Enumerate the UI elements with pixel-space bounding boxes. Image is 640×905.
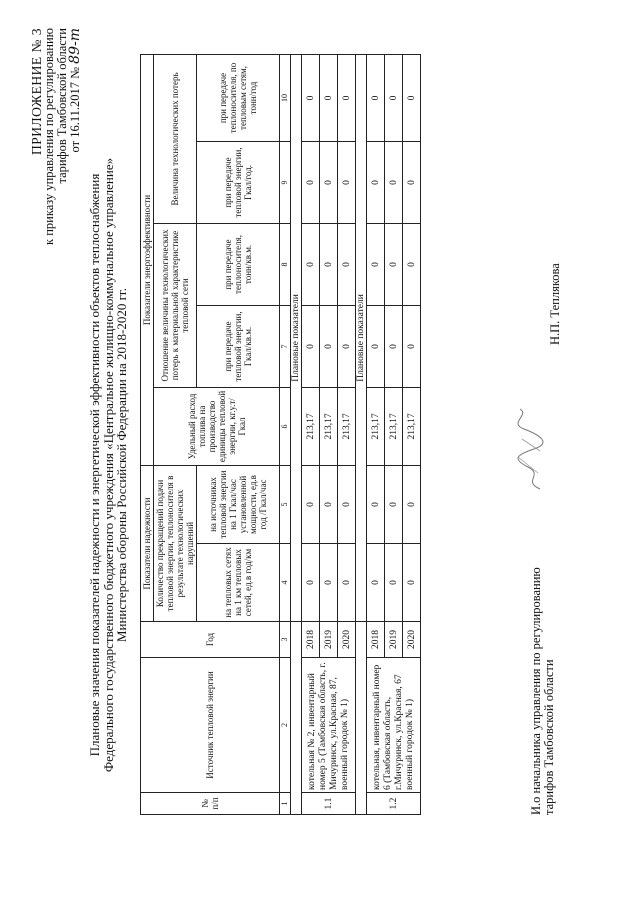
signatory-name: Н.П. Теплякова [548,263,562,345]
row-number: 1.1 [302,793,356,815]
header-ratio-energy: при передаче тепловой энергии, Гкал/кв.м. [197,305,280,387]
value-cell: 0 [367,223,385,305]
value-cell: 0 [320,54,338,141]
section-label: Плановые показатели [356,54,367,621]
value-cell: 0 [367,544,385,622]
value-cell: 213,17 [320,387,338,465]
header-interruptions: Количество прекращений подачи тепловой энергии, теплоносителя в результате технологических нарушений [154,465,197,621]
value-cell: 213,17 [367,387,385,465]
value-cell: 0 [367,54,385,141]
column-numbers-row [280,54,291,814]
column-number: 8 [280,223,291,305]
column-number: 3 [280,622,291,658]
value-cell: 0 [385,305,403,387]
value-cell: 213,17 [338,387,356,465]
column-number: 6 [280,387,291,465]
header-on-networks: на тепловых сетях на 1 км тепловых сетей, ед.в год/км [197,544,280,622]
value-cell: 0 [338,223,356,305]
value-cell: 0 [403,544,421,622]
section-label: Плановые показатели [291,54,302,621]
header-reliability: Показатели надежности [141,465,154,621]
year-cell: 2020 [403,622,421,658]
header-on-sources: на источниках тепловой энергии на 1 Гкал/час установленной мощности, ед.в год /Гкал/час [197,465,280,543]
header-efficiency: Показатели энергоэффективности [141,54,154,465]
value-cell: 213,17 [302,387,320,465]
value-cell: 0 [338,544,356,622]
value-cell: 0 [403,141,421,223]
value-cell: 213,17 [385,387,403,465]
handwritten-signature [510,405,550,495]
order-number: 89-т [67,28,83,64]
document-title-line3: Министерства обороны Российской Федерации на 2018-2020 гг. [114,287,129,643]
value-cell: 0 [385,465,403,543]
document-title [88,85,129,845]
section-blank [291,622,302,815]
value-cell: 0 [320,465,338,543]
column-number: 10 [280,54,291,141]
value-cell: 0 [367,305,385,387]
section-row [356,54,367,814]
appendix-line2: тарифов Тамбовской области [55,28,69,184]
year-cell: 2019 [385,622,403,658]
heat-source-name: котельная № 2, инвентарный номер 5 (Тамбовская область, г. Мичуринск, ул.Красная, 87, военный городок № 1) [302,658,356,793]
header-loss-energy: при передаче тепловой энергии, Гкал/год. [197,141,280,223]
signatory-position-line1: И.о начальника управления по регулированию [529,567,543,815]
header-no: № п/п [141,793,280,815]
section-row [291,54,302,814]
year-cell: 2020 [338,622,356,658]
value-cell: 0 [403,305,421,387]
signatory-position-line2: тарифов Тамбовской области [542,659,556,815]
section-blank [356,622,367,815]
header-specific-fuel: Удельный расход топлива на производство единицы тепловой энергии, кг.у.т/Гкал [154,387,280,465]
signatory-position [530,567,556,815]
value-cell: 0 [385,54,403,141]
header-ratio-carrier: при передаче теплоносителя, тонн/кв.м. [197,223,280,305]
header-source: Источник тепловой энергии [141,658,280,793]
value-cell: 0 [320,544,338,622]
header-year: Год [141,622,280,658]
value-cell: 0 [367,465,385,543]
appendix-line1: к приказу управления по регулированию [42,28,56,245]
value-cell: 0 [385,544,403,622]
value-cell: 0 [302,544,320,622]
header-ratio: Отношение величины технологических потерь к материальной характеристике тепловой сети [154,223,197,387]
value-cell: 0 [302,141,320,223]
value-cell: 0 [302,465,320,543]
value-cell: 0 [403,54,421,141]
column-number: 9 [280,141,291,223]
appendix-header [30,28,82,245]
value-cell: 0 [385,223,403,305]
value-cell: 0 [338,54,356,141]
column-number: 4 [280,544,291,622]
value-cell: 0 [320,305,338,387]
column-number: 2 [280,658,291,793]
year-cell: 2018 [367,622,385,658]
value-cell: 0 [338,141,356,223]
document-title-line1: Плановые значения показателей надежности и энергетической эффективности объектов теплоснабжения [87,173,102,757]
value-cell: 0 [403,465,421,543]
value-cell: 0 [320,141,338,223]
header-loss-value: Величина технологических потерь [154,54,197,223]
value-cell: 0 [385,141,403,223]
value-cell: 0 [338,465,356,543]
header-loss-carrier: при передаче теплоносителя, по тепловым сетям, тонн/год [197,54,280,141]
appendix-date-line [69,28,82,245]
column-number: 1 [280,793,291,815]
indicators-table [140,54,421,815]
column-number: 5 [280,465,291,543]
value-cell: 0 [302,223,320,305]
year-cell: 2018 [302,622,320,658]
value-cell: 0 [367,141,385,223]
value-cell: 0 [403,223,421,305]
table-row [367,54,385,814]
value-cell: 0 [302,54,320,141]
value-cell: 0 [338,305,356,387]
appendix-title: ПРИЛОЖЕНИЕ № 3 [29,28,44,156]
column-number: 7 [280,305,291,387]
value-cell: 0 [320,223,338,305]
row-number: 1.2 [367,793,421,815]
appendix-date: от 16.11.2017 № [68,66,82,153]
value-cell: 0 [302,305,320,387]
table-row [302,54,320,814]
year-cell: 2019 [320,622,338,658]
heat-source-name: котельная, инвентарный номер 6 (Тамбовская область, г.Мичуринск, ул.Красная, 67 военный городок № 1) [367,658,421,793]
value-cell: 213,17 [403,387,421,465]
document-title-line2: Федерального государственного бюджетного учреждения «Центральное жилищно-коммунальное управление» [100,157,116,773]
